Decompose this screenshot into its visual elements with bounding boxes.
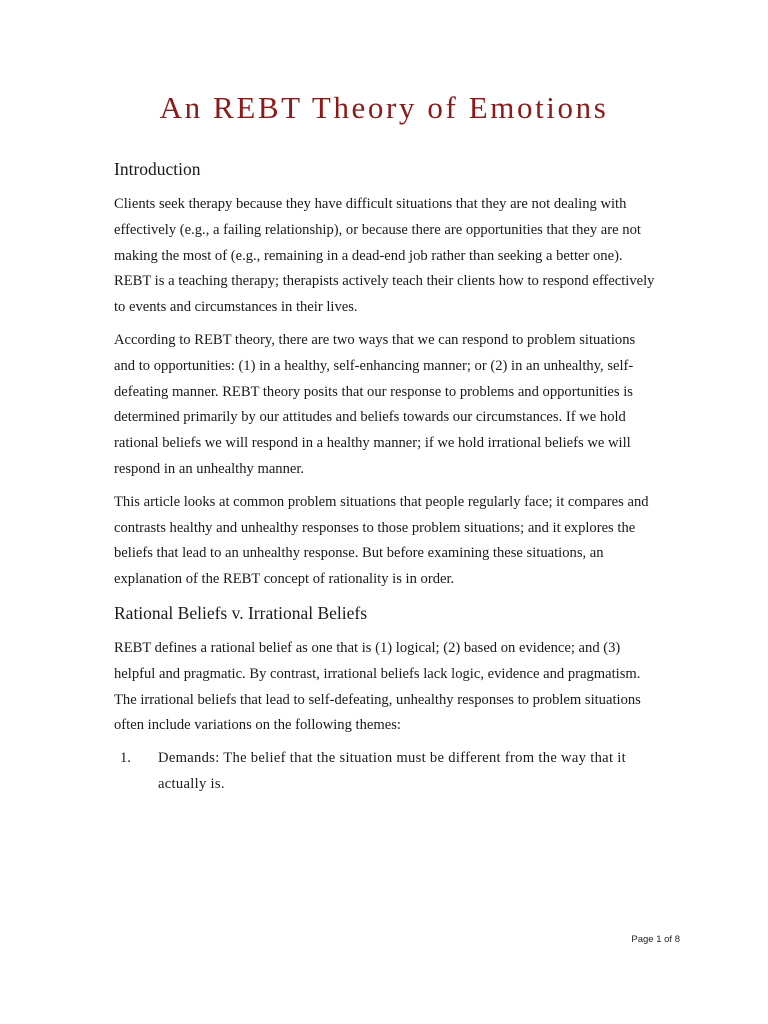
- list-item-number: 1.: [120, 750, 131, 767]
- section-heading: Rational Beliefs v. Irrational Beliefs: [114, 602, 368, 623]
- list-item-text: Demands: The belief that the situation must be different from the way that it actually is.: [158, 750, 626, 792]
- numbered-list: [114, 746, 658, 798]
- document-title: An REBT Theory of Emotions: [159, 90, 609, 125]
- paragraph: Clients seek therapy because they have difficult situations that they are not dealing with effectively (e.g., a failing relationship), or because there are opportunities that they are not making the most of (e.g., remaining in a dead-end job rather than seeking a better one). REBT is a teaching therapy; therapists actively teach their clients how to respond effectively to events and circumstances in their lives.: [114, 196, 655, 316]
- section-rational-beliefs: [114, 600, 658, 798]
- list-item: [114, 746, 658, 798]
- page-number: Page 1 of 8: [631, 934, 680, 945]
- paragraph: According to REBT theory, there are two ways that we can respond to problem situations and to opportunities: (1) in a healthy, self-enhancing manner; or (2) in an unhealthy, self-defeating manner. REBT theory posits that our response to problems and opportunities is determined primarily by our attitudes and beliefs towards our circumstances. If we hold rational beliefs we will respond in a healthy manner; if we hold irrational beliefs we will respond in an unhealthy manner.: [114, 331, 636, 477]
- section-introduction: [114, 156, 658, 593]
- document-body: [114, 156, 658, 798]
- paragraph: REBT defines a rational belief as one that is (1) logical; (2) based on evidence; and (3) helpful and pragmatic. By contrast, irrational beliefs lack logic, evidence and pragmatism. The irrational beliefs that lead to self-defeating, unhealthy responses to problem situations often include variations on the following themes:: [114, 639, 641, 734]
- paragraph: This article looks at common problem situations that people regularly face; it compares and contrasts healthy and unhealthy responses to those problem situations; and it explores the beliefs that lead to an unhealthy response. But before examining these situations, an explanation of the REBT concept of rationality is in order.: [114, 493, 649, 588]
- section-heading: Introduction: [114, 159, 201, 179]
